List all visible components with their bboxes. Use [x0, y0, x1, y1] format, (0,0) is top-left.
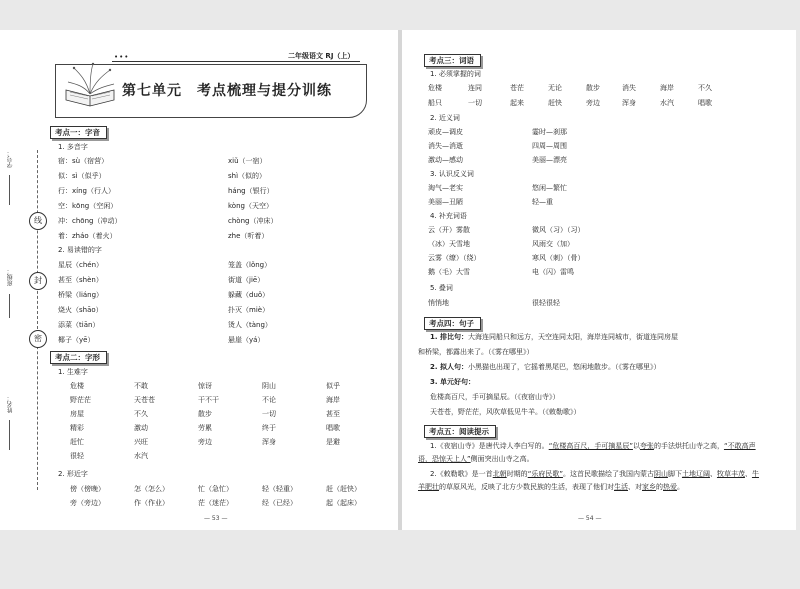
class-label: 班级： — [7, 268, 14, 286]
section-2-tag: 考点二：字形 — [50, 351, 107, 364]
hard-4-3: 浑身 — [262, 438, 276, 446]
ant-1-b: 轻—重 — [532, 198, 553, 206]
hard-4-4: 是避 — [326, 438, 340, 446]
fill-1-b: 风雨交（加） — [532, 240, 574, 248]
sec1-sub2: 2. 易读错的字 — [58, 246, 102, 254]
binding-circle-2: 封 — [29, 272, 47, 290]
hard-3-1: 激动 — [134, 424, 148, 432]
p1-a: 1.《夜宿山寺》是唐代诗人李白写的。 — [430, 442, 549, 450]
hard-3-0: 精彩 — [70, 424, 84, 432]
p1-e: 侧面突出山寺之高。 — [470, 455, 534, 463]
hard-2-4: 甚至 — [326, 410, 340, 418]
hard-0-2: 惊讶 — [198, 382, 212, 390]
near-1-2: 茫（迷茫） — [198, 499, 233, 507]
must-1-2: 起来 — [510, 99, 524, 107]
hard-0-3: 阴山 — [262, 382, 276, 390]
hard-3-2: 劳累 — [198, 424, 212, 432]
poly-5-a: 着：zháo（着火） — [58, 232, 117, 240]
must-1-3: 赶快 — [548, 99, 562, 107]
hard-1-0: 野茫茫 — [70, 396, 91, 404]
hard-5-1: 水汽 — [134, 452, 148, 460]
sentence-3-label — [430, 378, 475, 387]
poly-2-b: háng（银行） — [228, 187, 274, 195]
p1-c: 的手法 — [653, 442, 675, 450]
hard-5-0: 很轻 — [70, 452, 84, 460]
p2-u1: 北朝 — [492, 470, 507, 478]
sec3-sub2: 2. 近义词 — [430, 114, 460, 122]
must-0-2: 苍茫 — [510, 84, 524, 92]
sec3-sub4: 4. 补充词语 — [430, 212, 467, 220]
p1-b: 以 — [632, 442, 640, 450]
p1-u3: “不敢高声语，恐惊天上人” — [418, 442, 756, 463]
near-0-4: 赶（赶快） — [326, 485, 361, 493]
hard-4-2: 旁边 — [198, 438, 212, 446]
hard-4-1: 兴旺 — [134, 438, 148, 446]
must-0-1: 连同 — [468, 84, 482, 92]
p2-a: 2.《敕勒歌》是一首 — [430, 470, 493, 478]
p2-e: 、 — [709, 470, 717, 478]
poly-1-b: shì（似的） — [228, 172, 267, 180]
dbl-0: 悄悄地 — [428, 299, 449, 307]
fill-3-b: 电（闪）雷鸣 — [532, 268, 574, 276]
easy-3-a: 烧火（shāo） — [58, 306, 103, 314]
section-4-tag: 考点四：句子 — [424, 317, 481, 330]
must-0-3: 无论 — [548, 84, 562, 92]
hard-1-4: 海岸 — [326, 396, 340, 404]
sec2-sub1: 1. 生难字 — [58, 368, 88, 376]
hard-1-2: 干不干 — [198, 396, 219, 404]
poly-4-a: 冲：chōng（冲动） — [58, 217, 122, 225]
poly-0-a: 宿：sù（宿营） — [58, 157, 109, 165]
must-0-5: 消失 — [622, 84, 636, 92]
sentence-3b: 天苍苍，野茫茫，风吹草低见牛羊。（《敕勒歌》） — [430, 408, 581, 416]
section-3-tag: 考点三：词语 — [424, 54, 481, 67]
must-1-4: 旁边 — [586, 99, 600, 107]
easy-1-b: 街道（jiē） — [228, 276, 265, 284]
easy-3-b: 扑灭（miè） — [228, 306, 270, 314]
must-0-0: 危楼 — [428, 84, 442, 92]
ant-1-a: 美丽—丑陋 — [428, 198, 463, 206]
easy-0-a: 星辰（chén） — [58, 261, 104, 269]
hard-2-1: 不久 — [134, 410, 148, 418]
ant-0-b: 悠闲—繁忙 — [532, 184, 567, 192]
p1-u1: “危楼高百尺，手可摘星辰” — [548, 442, 633, 450]
p2-i: 、对 — [628, 483, 642, 491]
easy-2-b: 躲藏（duǒ） — [228, 291, 270, 299]
near-1-1: 作（作业） — [134, 499, 169, 507]
p1-d: 烘托山寺之高， — [674, 442, 724, 450]
p2-b: 时期的 — [506, 470, 528, 478]
near-0-1: 怎（怎么） — [134, 485, 169, 493]
hard-1-3: 不论 — [262, 396, 276, 404]
hard-4-0: 赶忙 — [70, 438, 84, 446]
hard-3-3: 终于 — [262, 424, 276, 432]
hard-0-4: 似乎 — [326, 382, 340, 390]
hard-2-2: 散步 — [198, 410, 212, 418]
sec1-sub1: 1. 多音字 — [58, 143, 88, 151]
name-label: 姓名： — [7, 395, 14, 413]
p2-u4: 土地辽阔 — [681, 470, 710, 478]
p2-g: 的草原风光，反映了北方少数民族的生活，表现 — [439, 483, 586, 491]
easy-1-a: 甚至（shèn） — [58, 276, 103, 284]
hard-3-4: 唱歌 — [326, 424, 340, 432]
reading-paragraph-2 — [418, 468, 764, 494]
sec3-sub1: 1. 必须掌握的词 — [430, 70, 481, 78]
near-1-3: 经（已经） — [262, 499, 297, 507]
hard-0-0: 危楼 — [70, 382, 84, 390]
fill-0-a: 云（开）雾散 — [428, 226, 470, 234]
sentence-1-text: 大海连同船只和远方，天空连同太阳，海岸连同城市，街道连同房屋 — [467, 333, 678, 341]
fill-2-a: 云雾（缭）（绕） — [428, 254, 481, 262]
near-0-2: 忙（急忙） — [198, 485, 233, 493]
hard-2-0: 房屋 — [70, 410, 84, 418]
sec2-sub2: 2. 形近字 — [58, 470, 88, 478]
sec3-sub3: 3. 认识反义词 — [430, 170, 474, 178]
section-1-tag: 考点一：字音 — [50, 126, 107, 139]
sec3-sub5: 5. 叠词 — [430, 284, 453, 292]
fill-2-b: 寒风（刺）（骨） — [532, 254, 585, 262]
p2-u9: 热爱 — [663, 483, 677, 491]
easy-4-a: 添菜（tiān） — [58, 321, 100, 329]
p2-f: 、 — [744, 470, 752, 478]
near-1-4: 起（起床） — [326, 499, 361, 507]
syn-0-b: 霎时—刹那 — [532, 128, 567, 136]
header-rule — [112, 61, 360, 62]
left-page-number: — 53 — — [204, 515, 228, 522]
header-dots: ••• — [114, 53, 130, 61]
must-1-7: 唱歌 — [698, 99, 712, 107]
poly-1-a: 似：sì（似乎） — [58, 172, 106, 180]
p2-u8: 家乡 — [642, 483, 656, 491]
right-page-number: — 54 — — [578, 515, 602, 522]
binding-line — [37, 150, 38, 490]
syn-1-b: 四周—周围 — [532, 142, 567, 150]
p2-u2: “乐府民歌” — [527, 470, 563, 478]
reading-paragraph-1 — [418, 440, 764, 466]
sentence-2-label: 2. 拟人句： — [430, 363, 468, 371]
poly-5-b: zhe（听着） — [228, 232, 269, 240]
p2-j: 的 — [656, 483, 663, 491]
student-number-label: 学号： — [7, 150, 14, 168]
poly-3-b: kòng（天空） — [228, 202, 273, 210]
must-1-1: 一切 — [468, 99, 482, 107]
student-number-blank[interactable] — [9, 175, 10, 205]
easy-2-a: 桥梁（liáng） — [58, 291, 104, 299]
near-0-0: 傍（傍晚） — [70, 485, 105, 493]
must-1-5: 浑身 — [622, 99, 636, 107]
syn-1-a: 消失—消逝 — [428, 142, 463, 150]
ant-0-a: 淘气—老实 — [428, 184, 463, 192]
class-blank[interactable] — [9, 294, 10, 318]
p2-k: 。 — [677, 483, 684, 491]
poly-4-b: chòng（冲床） — [228, 217, 278, 225]
open-book-icon — [60, 60, 120, 110]
sentence-1-cont: 和桥梁，都露出来了。（《雾在哪里》） — [418, 348, 534, 356]
name-blank[interactable] — [9, 420, 10, 450]
dbl-1: 很轻很轻 — [532, 299, 560, 307]
hard-2-3: 一切 — [262, 410, 276, 418]
near-1-0: 旁（旁边） — [70, 499, 105, 507]
near-0-3: 轻（轻重） — [262, 485, 297, 493]
sentence-2-text: 小黑猫也出现了，它摇着黑尾巴，悠闲地散步。（《雾在哪里》） — [467, 363, 661, 371]
easy-4-b: 烫人（tàng） — [228, 321, 272, 329]
syn-2-b: 美丽—漂亮 — [532, 156, 567, 164]
fill-1-a: （冰）天雪地 — [428, 240, 470, 248]
syn-0-a: 顽皮—调皮 — [428, 128, 463, 136]
binding-circle-1: 线 — [29, 212, 47, 230]
p2-u3: 阴山 — [653, 470, 668, 478]
must-0-4: 散步 — [586, 84, 600, 92]
poly-0-b: xiǔ（一宿） — [228, 157, 267, 165]
sentence-1-label: 1. 排比句： — [430, 333, 468, 341]
sentence-3-title: 3. 单元好句： — [430, 378, 475, 386]
must-1-0: 船只 — [428, 99, 442, 107]
easy-5-a: 椰子（yē） — [58, 336, 95, 344]
p2-h: 了他们对 — [586, 483, 614, 491]
must-1-6: 水汽 — [660, 99, 674, 107]
binding-circle-3: 密 — [29, 330, 47, 348]
poly-2-a: 行：xíng（行人） — [58, 187, 115, 195]
fill-3-a: 鹅（毛）大雪 — [428, 268, 470, 276]
p2-u5: 牧草丰茂 — [716, 470, 745, 478]
hard-0-1: 不敢 — [134, 382, 148, 390]
p1-u2: 夸张 — [639, 442, 654, 450]
must-0-6: 海岸 — [660, 84, 674, 92]
sentence-2 — [430, 363, 660, 372]
hard-1-1: 天苍苍 — [134, 396, 155, 404]
syn-2-a: 激动—感动 — [428, 156, 463, 164]
sentence-1 — [430, 333, 678, 342]
must-0-7: 不久 — [698, 84, 712, 92]
poly-3-a: 空：kōng（空闲） — [58, 202, 118, 210]
easy-0-b: 笼盖（lǒng） — [228, 261, 272, 269]
fill-0-b: 微风（习）（习） — [532, 226, 585, 234]
p2-c: 。这首民歌描绘了我国内蒙古 — [562, 470, 654, 478]
sentence-3a: 危楼高百尺，手可摘星辰。（《夜宿山寺》） — [430, 393, 560, 401]
header-grade-label: 二年级语文 RJ（上） — [288, 52, 355, 60]
easy-5-b: 悬崖（yá） — [228, 336, 265, 344]
p2-u6: 牛羊肥壮 — [418, 470, 759, 491]
unit-title: 第七单元 考点梳理与提分训练 — [122, 83, 332, 99]
p2-d: 脚下 — [667, 470, 682, 478]
section-5-tag: 考点五：阅读提示 — [424, 425, 496, 438]
p2-u7: 生活 — [614, 483, 628, 491]
